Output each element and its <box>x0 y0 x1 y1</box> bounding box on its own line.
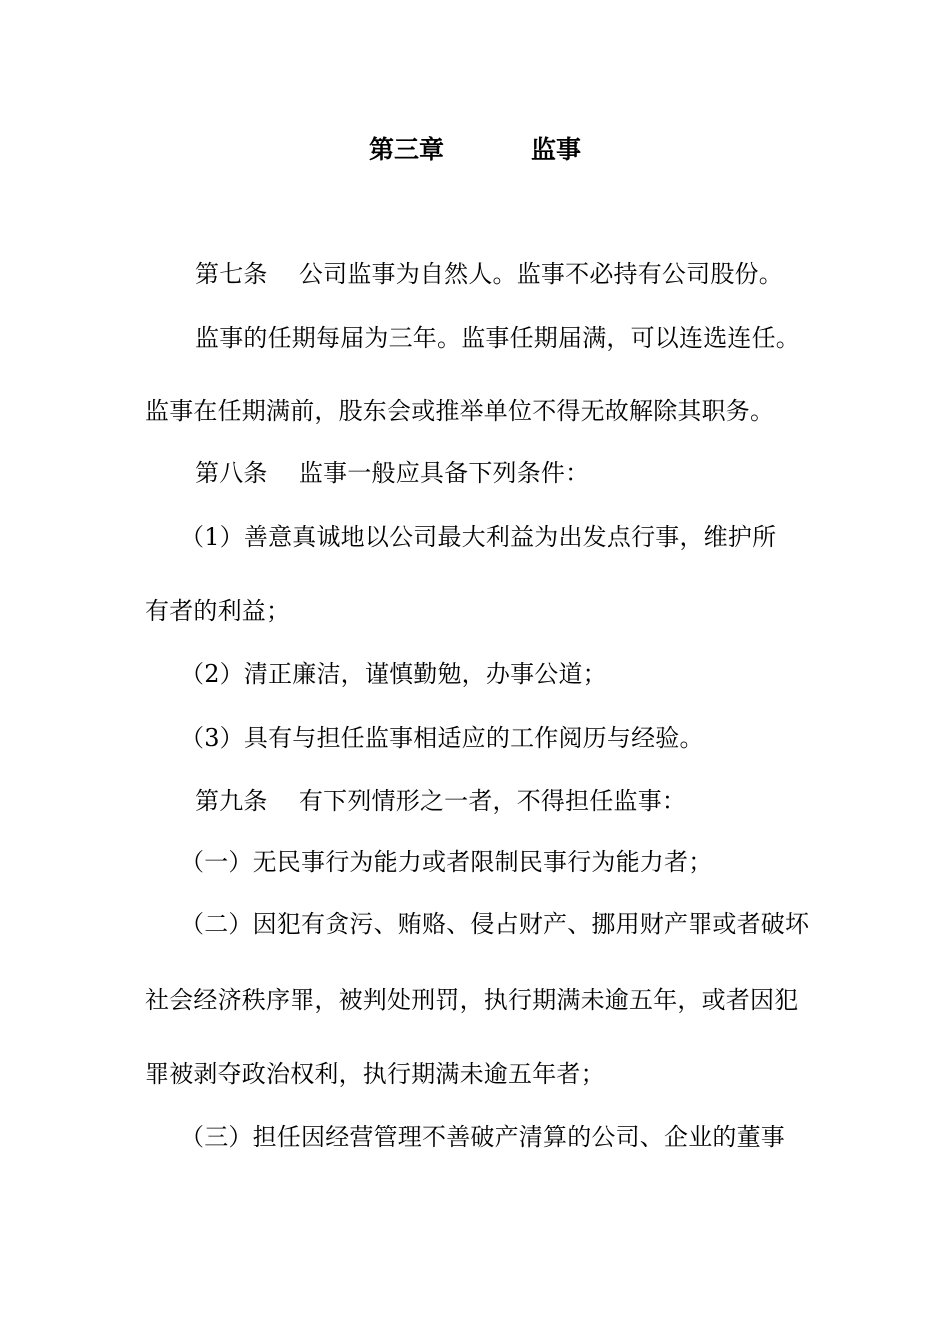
article-9-item-2-cont2-line: 罪被剥夺政治权利，执行期满未逾五年者； <box>145 1060 605 1088</box>
article-9-item-2-cont-line: 社会经济秩序罪，被判处刑罚，执行期满未逾五年，或者因犯 <box>145 986 799 1014</box>
chapter-title: 第三章 监事 <box>368 135 582 164</box>
article-7-term-line: 监事的任期每届为三年。监事任期届满，可以连选连任。 <box>195 324 800 352</box>
article-8-item-3-line: （3）具有与担任监事相适应的工作阅历与经验。 <box>180 724 704 752</box>
article-9-item-1-line: （一）无民事行为能力或者限制民事行为能力者； <box>180 848 713 876</box>
article-8-item-2-line: （2）清正廉洁，谨慎勤勉，办事公道； <box>180 660 607 688</box>
article-9-line: 第九条 有下列情形之一者，不得担任监事： <box>195 787 687 815</box>
article-7-removal-line: 监事在任期满前，股东会或推举单位不得无故解除其职务。 <box>145 397 775 425</box>
article-8-item-1-cont-line: 有者的利益； <box>145 597 291 625</box>
article-7-line: 第七条 公司监事为自然人。监事不必持有公司股份。 <box>195 260 783 288</box>
article-9-item-3-line: （三）担任因经营管理不善破产清算的公司、企业的董事 <box>180 1123 785 1151</box>
article-8-item-1-line: （1）善意真诚地以公司最大利益为出发点行事，维护所 <box>180 523 777 551</box>
article-8-line: 第八条 监事一般应具备下列条件： <box>195 459 590 487</box>
article-9-item-2-line: （二）因犯有贪污、贿赂、侵占财产、挪用财产罪或者破坏 <box>180 910 810 938</box>
